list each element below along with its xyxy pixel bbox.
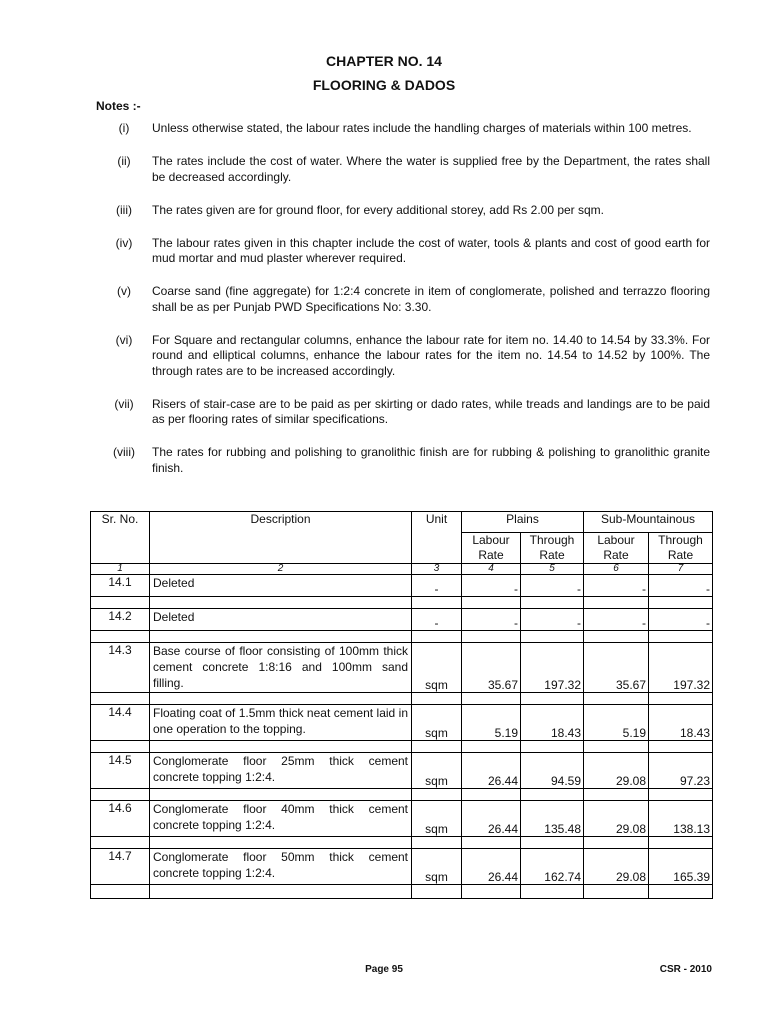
- header-sr-no: Sr. No.: [91, 512, 150, 564]
- unit: sqm: [412, 801, 462, 837]
- note-text: For Square and rectangular columns, enhance the labour rate for item no. 14.40 to 14.54 by 33.3%. For round and elliptical columns, enhance the labour rates for the item no. 14.54 to 14.52 by 100%. The through rates are to be increased accordingly.: [152, 332, 710, 378]
- description: Conglomerate floor 40mm thick cement concrete topping 1:2:4.: [150, 801, 412, 837]
- note-text: Unless otherwise stated, the labour rates include the handling charges of materials within 100 metres.: [152, 121, 692, 135]
- document-code: CSR - 2010: [659, 964, 712, 975]
- sub-labour-rate: 5.19: [584, 705, 649, 741]
- header-description: Description: [150, 512, 412, 564]
- unit: sqm: [412, 753, 462, 789]
- column-number: 4: [462, 564, 521, 575]
- sub-labour-rate: 35.67: [584, 643, 649, 693]
- unit: -: [412, 609, 462, 631]
- plains-labour-rate: 26.44: [462, 849, 521, 885]
- sr-no: 14.2: [91, 609, 150, 631]
- note-item: [96, 203, 716, 219]
- plains-labour-rate: 26.44: [462, 801, 521, 837]
- note-number: (vi): [115, 332, 133, 347]
- note-text: The labour rates given in this chapter include the cost of water, tools & plants and cost of good earth for mud mortar and mud plaster wherever required.: [152, 235, 710, 265]
- description: Deleted: [150, 575, 412, 597]
- plains-labour-rate: 35.67: [462, 643, 521, 693]
- plains-through-rate: 162.74: [521, 849, 584, 885]
- table-row: [91, 705, 713, 741]
- header-plains: Plains: [462, 512, 584, 533]
- spacer-row: [91, 837, 713, 849]
- note-number: (viii): [113, 445, 135, 459]
- notes-list: [96, 121, 716, 494]
- sub-through-rate: 97.23: [649, 753, 713, 789]
- sub-labour-rate: 29.08: [584, 801, 649, 837]
- sub-labour-rate: 29.08: [584, 849, 649, 885]
- note-item: [96, 397, 716, 428]
- chapter-number: CHAPTER NO. 14: [326, 53, 442, 69]
- unit: sqm: [412, 849, 462, 885]
- rates-table: [90, 511, 713, 899]
- sub-through-rate: 165.39: [649, 849, 713, 885]
- table-row: [91, 753, 713, 789]
- header-sub-through-rate: Through Rate: [649, 533, 713, 564]
- sub-labour-rate: 29.08: [584, 753, 649, 789]
- chapter-title: FLOORING & DADOS: [312, 77, 456, 93]
- note-item: [96, 236, 716, 267]
- description: Deleted: [150, 609, 412, 631]
- note-item: [96, 445, 716, 476]
- table-row: [91, 575, 713, 597]
- note-text: The rates for rubbing and polishing to granolithic finish are for rubbing & polishing to granolithic granite finish.: [152, 445, 710, 475]
- plains-through-rate: -: [521, 609, 584, 631]
- spacer-row: [91, 693, 713, 705]
- note-number: (i): [118, 121, 130, 135]
- header-sub-mountainous: Sub-Mountainous: [584, 512, 713, 533]
- note-number: (iii): [116, 202, 132, 217]
- column-number: 3: [412, 564, 462, 575]
- column-number: 7: [649, 564, 713, 575]
- note-number: (vii): [114, 396, 134, 411]
- sr-no: 14.1: [91, 575, 150, 597]
- column-number: 6: [584, 564, 649, 575]
- plains-labour-rate: 26.44: [462, 753, 521, 789]
- note-text: Coarse sand (fine aggregate) for 1:2:4 concrete in item of conglomerate, polished and terrazzo flooring shall be as per Punjab PWD Specifications No: 3.30.: [152, 284, 710, 314]
- table-row: [91, 801, 713, 837]
- unit: sqm: [412, 643, 462, 693]
- description: Conglomerate floor 50mm thick cement concrete topping 1:2:4.: [150, 849, 412, 885]
- note-item: [96, 333, 716, 380]
- plains-labour-rate: -: [462, 575, 521, 597]
- sr-no: 14.3: [91, 643, 150, 693]
- header-plains-through-rate: Through Rate: [521, 533, 584, 564]
- spacer-row: [91, 597, 713, 609]
- sub-through-rate: 138.13: [649, 801, 713, 837]
- page-number: Page 95: [365, 964, 403, 975]
- sub-through-rate: -: [649, 575, 713, 597]
- note-text: The rates given are for ground floor, for every additional storey, add Rs 2.00 per sqm.: [152, 202, 605, 217]
- plains-labour-rate: -: [462, 609, 521, 631]
- spacer-row: [91, 885, 713, 899]
- description: Base course of floor consisting of 100mm thick cement concrete 1:8:16 and 100mm sand filling.: [150, 643, 412, 693]
- plains-through-rate: -: [521, 575, 584, 597]
- sub-through-rate: -: [649, 609, 713, 631]
- sr-no: 14.5: [91, 753, 150, 789]
- table-row: [91, 849, 713, 885]
- column-number: 1: [91, 564, 150, 575]
- plains-through-rate: 18.43: [521, 705, 584, 741]
- note-item: [96, 284, 716, 315]
- note-number: (ii): [117, 154, 131, 168]
- note-item: [96, 121, 716, 137]
- column-number: 2: [150, 564, 412, 575]
- table-row: [91, 609, 713, 631]
- note-number: (v): [117, 284, 131, 298]
- note-text: Risers of stair-case are to be paid as per skirting or dado rates, while treads and landings are to be paid as per flooring rates of similar specifications.: [152, 396, 710, 426]
- sub-through-rate: 18.43: [649, 705, 713, 741]
- spacer-row: [91, 789, 713, 801]
- spacer-row: [91, 741, 713, 753]
- description: Floating coat of 1.5mm thick neat cement laid in one operation to the topping.: [150, 705, 412, 741]
- plains-labour-rate: 5.19: [462, 705, 521, 741]
- header-sub-labour-rate: Labour Rate: [584, 533, 649, 564]
- sr-no: 14.4: [91, 705, 150, 741]
- description: Conglomerate floor 25mm thick cement concrete topping 1:2:4.: [150, 753, 412, 789]
- plains-through-rate: 94.59: [521, 753, 584, 789]
- column-number: 5: [521, 564, 584, 575]
- plains-through-rate: 197.32: [521, 643, 584, 693]
- table-row: [91, 643, 713, 693]
- unit: sqm: [412, 705, 462, 741]
- note-text: The rates include the cost of water. Where the water is supplied free by the Department, the rates shall be decreased accordingly.: [152, 154, 710, 184]
- notes-label: Notes :-: [96, 99, 141, 113]
- note-number: (iv): [115, 235, 133, 250]
- unit: -: [412, 575, 462, 597]
- sr-no: 14.6: [91, 801, 150, 837]
- header-unit: Unit: [412, 512, 462, 564]
- note-item: [96, 154, 716, 185]
- sub-through-rate: 197.32: [649, 643, 713, 693]
- sr-no: 14.7: [91, 849, 150, 885]
- sub-labour-rate: -: [584, 609, 649, 631]
- plains-through-rate: 135.48: [521, 801, 584, 837]
- spacer-row: [91, 631, 713, 643]
- header-plains-labour-rate: Labour Rate: [462, 533, 521, 564]
- sub-labour-rate: -: [584, 575, 649, 597]
